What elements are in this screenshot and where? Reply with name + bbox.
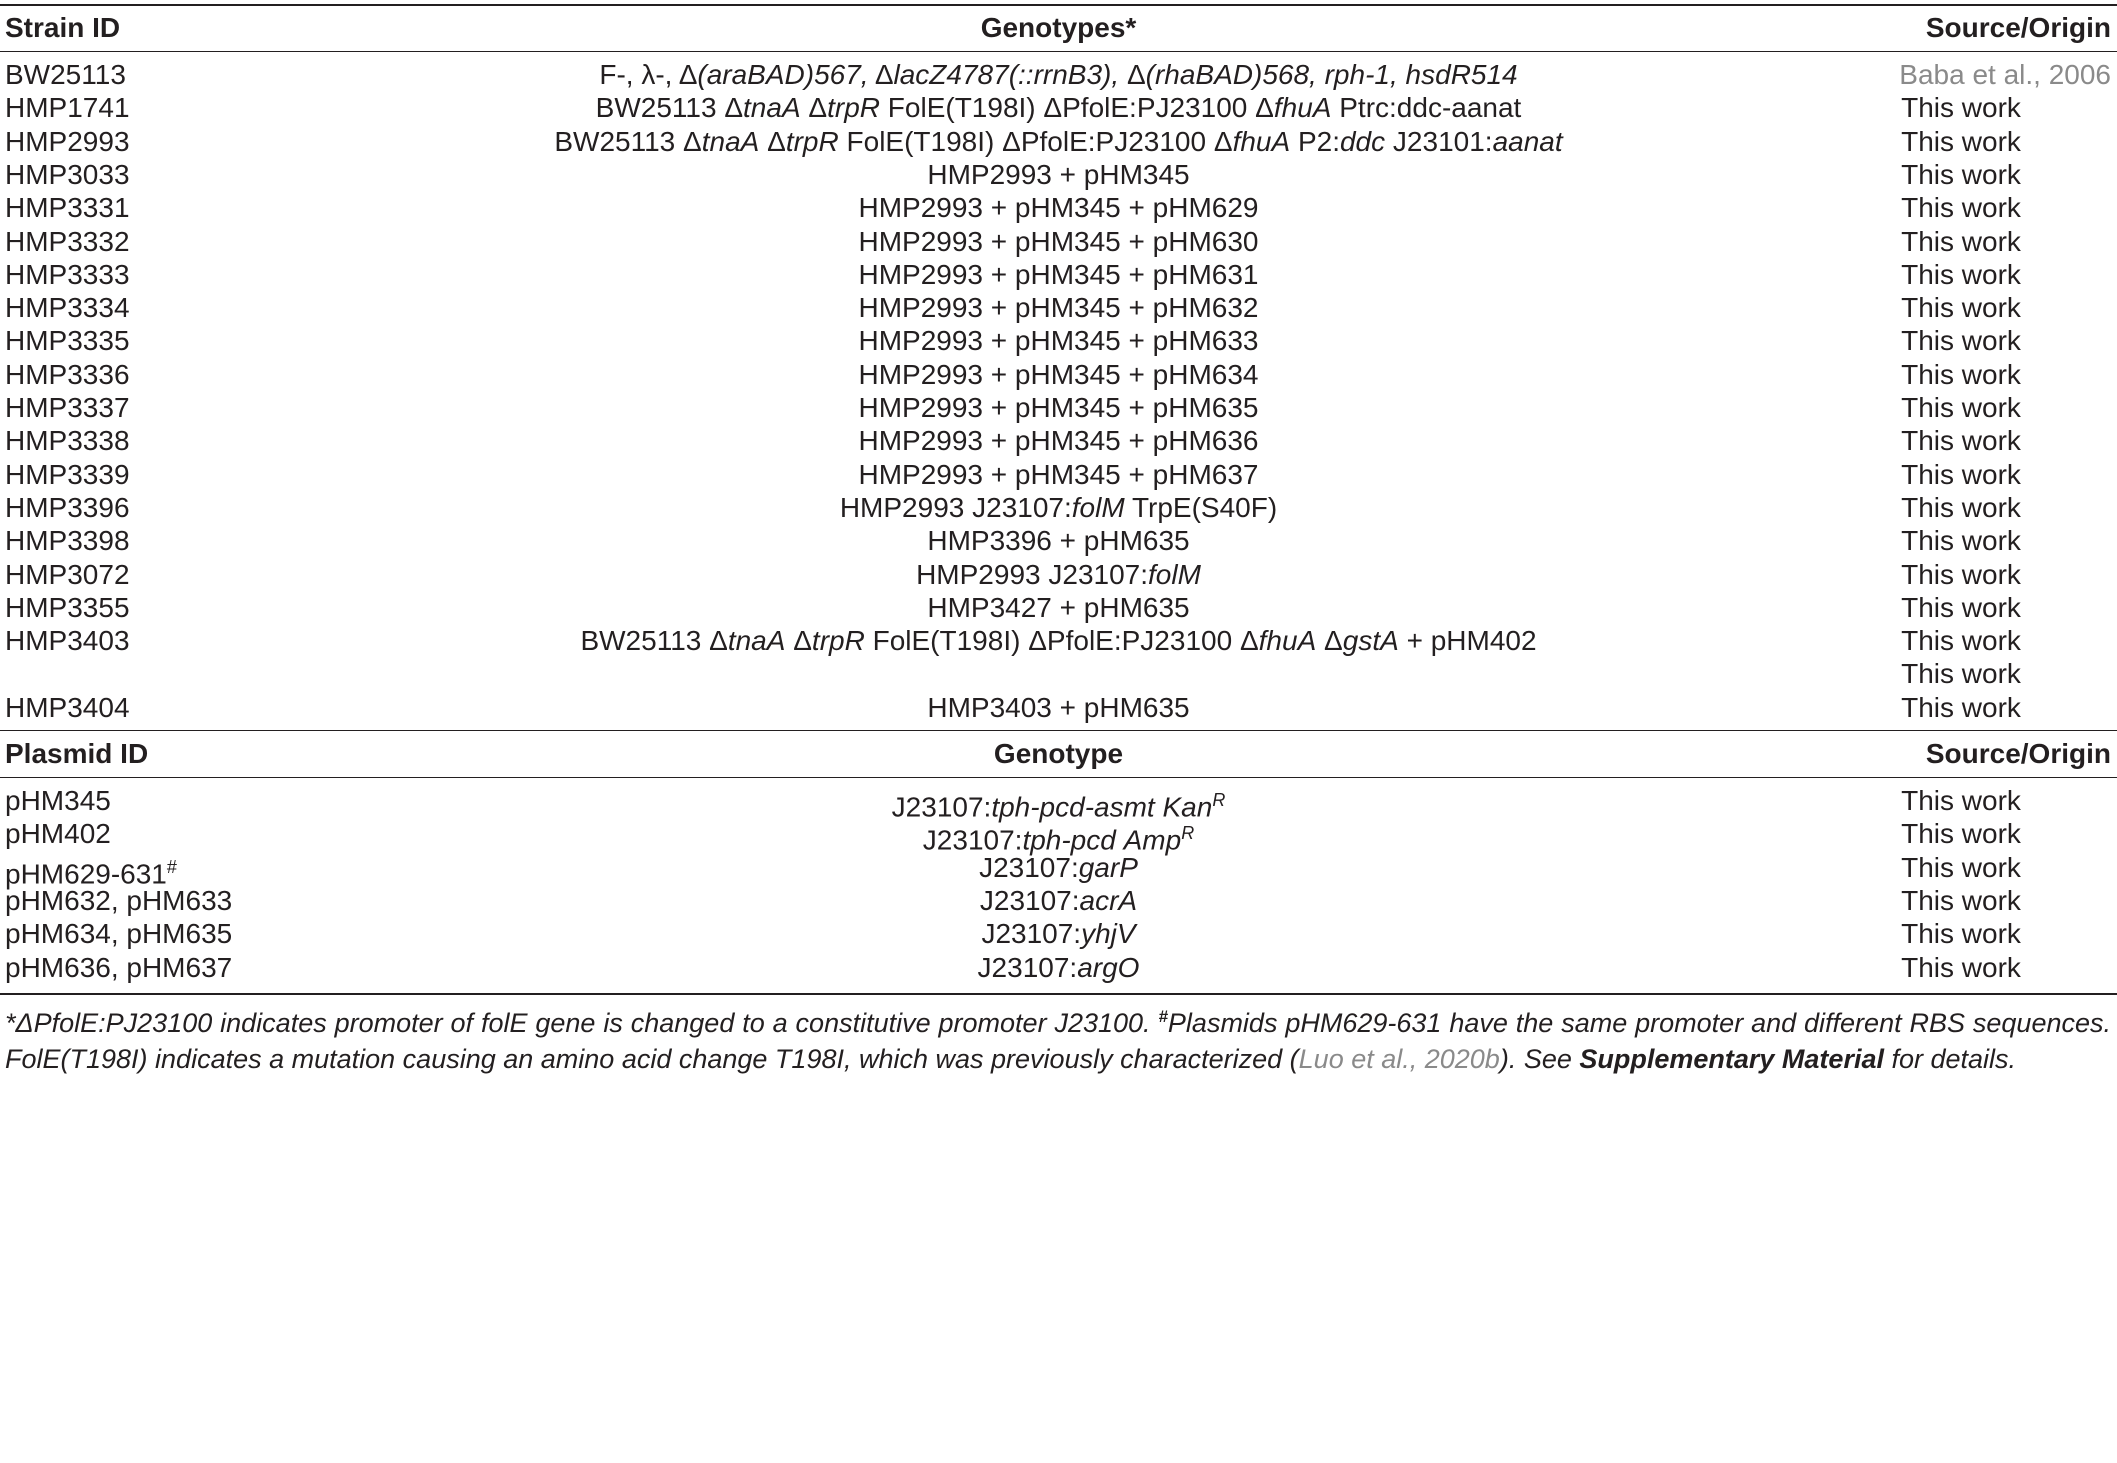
- strain-id: HMP3403: [5, 625, 130, 657]
- strain-id: HMP3332: [5, 225, 130, 257]
- strain-source: This work: [1901, 625, 2021, 657]
- plasmid-source: This work: [1901, 884, 2021, 916]
- strain-genotype: HMP2993 J23107:folM TrpE(S40F): [839, 491, 1278, 523]
- strain-source: This work: [1901, 425, 2021, 457]
- strain-id: HMP3398: [5, 525, 130, 557]
- table-footnote: [5, 999, 2111, 1077]
- plasmid-genotype: J23107:acrA: [979, 884, 1138, 916]
- plasmid-source: This work: [1901, 818, 2021, 850]
- table-row: [0, 685, 2117, 730]
- strain-genotype: HMP2993 + pHM345 + pHM631: [858, 258, 1259, 290]
- plasmid-id: pHM636, pHM637: [5, 951, 233, 983]
- strain-genotype: HMP2993 + pHM345 + pHM635: [858, 392, 1259, 423]
- plasmid-source: This work: [1901, 851, 2021, 883]
- strain-source: This work: [1901, 691, 2021, 723]
- strain-genotype: HMP2993 + pHM345 + pHM630: [858, 225, 1259, 257]
- plasmid-genotype: J23107:argO: [977, 951, 1140, 983]
- strain-table-header: [0, 5, 2117, 50]
- strain-source: This work: [1901, 591, 2021, 623]
- strain-genotype: HMP3427 + pHM635: [927, 591, 1190, 623]
- strain-id: HMP3355: [5, 591, 130, 623]
- plasmid-genotype: J23107:yhjV: [981, 918, 1136, 950]
- table-row: [0, 945, 2117, 990]
- strain-source: This work: [1901, 225, 2021, 257]
- strain-source: This work: [1901, 491, 2021, 523]
- citation-link[interactable]: Luo et al., 2020b: [1298, 1044, 1500, 1074]
- strain-genotype: HMP2993 + pHM345 + pHM637: [858, 458, 1259, 490]
- plasmid-id: pHM402: [5, 818, 111, 850]
- plasmid-source: This work: [1901, 785, 2021, 816]
- footnote-text-2: ). See: [1499, 1044, 1580, 1074]
- strain-source: Baba et al., 2006: [1899, 59, 2111, 90]
- plasmid-genotype: J23107:tph-pcd Amp$^R$: [922, 823, 1195, 856]
- strain-source: This work: [1901, 325, 2021, 357]
- strain-id: HMP2993: [5, 125, 130, 157]
- strain-source: This work: [1901, 358, 2021, 390]
- plasmid-genotype: J23107:garP: [979, 851, 1138, 883]
- strain-genotype: BW25113 ΔtnaA ΔtrpR FolE(T198I) ΔPfolE:PJ23100 ΔfhuA Ptrc:ddc-aanat: [595, 92, 1522, 124]
- strain-id: HMP3337: [5, 392, 130, 423]
- strain-genotype: HMP2993 + pHM345 + pHM636: [858, 425, 1259, 457]
- strain-id: HMP3334: [5, 292, 130, 324]
- strain-genotype: HMP2993 J23107:folM: [916, 558, 1201, 590]
- strain-source: This work: [1901, 658, 2021, 690]
- strain-source: This work: [1901, 458, 2021, 490]
- plasmid-id: pHM632, pHM633: [5, 884, 233, 916]
- footnote-text-3: for details.: [1883, 1044, 2017, 1074]
- supplementary-link[interactable]: Supplementary Material: [1579, 1044, 1884, 1074]
- strain-source: This work: [1901, 392, 2021, 423]
- strain-genotype: BW25113 ΔtnaA ΔtrpR FolE(T198I) ΔPfolE:PJ23100 ΔfhuA P2:ddc J23101:aanat: [554, 125, 1563, 157]
- strain-id: HMP3396: [5, 491, 130, 523]
- plasmid-source: This work: [1901, 951, 2021, 983]
- strain-source: This work: [1901, 525, 2021, 557]
- header-plasmid-id: Plasmid ID: [5, 738, 149, 769]
- strain-source: This work: [1901, 292, 2021, 324]
- strain-source: This work: [1901, 92, 2021, 124]
- strain-id: HMP3338: [5, 425, 130, 457]
- strain-source: This work: [1901, 558, 2021, 590]
- header-strain-id: Strain ID: [5, 12, 121, 43]
- header-genotype: Genotype: [993, 738, 1124, 769]
- plasmid-genotype: J23107:tph-pcd-asmt Kan$^R$: [891, 790, 1226, 823]
- strain-source: This work: [1901, 258, 2021, 290]
- header-source: Source/Origin: [1925, 12, 2111, 43]
- strain-genotype: HMP2993 + pHM345 + pHM632: [858, 292, 1259, 324]
- strain-id: HMP3336: [5, 358, 130, 390]
- strain-genotype: HMP2993 + pHM345 + pHM634: [858, 358, 1259, 390]
- plasmid-table-header: [0, 731, 2117, 776]
- strain-genotype: BW25113 ΔtnaA ΔtrpR FolE(T198I) ΔPfolE:PJ23100 ΔfhuA ΔgstA + pHM402: [580, 625, 1537, 657]
- strain-id: HMP3333: [5, 258, 130, 290]
- header-source-plasmid: Source/Origin: [1925, 738, 2111, 769]
- strain-genotype: HMP3403 + pHM635: [927, 691, 1190, 723]
- strain-id: HMP3072: [5, 558, 130, 590]
- strain-genotype: HMP3396 + pHM635: [927, 525, 1190, 557]
- strain-id: HMP3339: [5, 458, 130, 490]
- footnote-text-1: *ΔPfolE:PJ23100 indicates promoter of folE gene is changed to a constitutive promoter J23100. #Plasmids pHM629-631 have the same promoter and different RBS sequences. FolE(T198I) indicates a mutation causing an amino acid change T198I, which was previously characterized (: [5, 1007, 2111, 1074]
- strain-source: This work: [1901, 125, 2021, 157]
- strain-source: This work: [1901, 192, 2021, 224]
- plasmid-id: pHM345: [5, 785, 111, 816]
- strain-id: HMP3331: [5, 192, 130, 224]
- strain-genotype: HMP2993 + pHM345: [927, 158, 1190, 190]
- strain-source: This work: [1901, 158, 2021, 190]
- strain-id: HMP3033: [5, 158, 130, 190]
- strain-id: HMP3335: [5, 325, 130, 357]
- strain-genotype: HMP2993 + pHM345 + pHM633: [858, 325, 1259, 357]
- strain-genotype: F-, λ-, Δ(araBAD)567, ΔlacZ4787(::rrnB3), Δ(rhaBAD)568, rph-1, hsdR514: [599, 59, 1518, 90]
- table-bottom-rule: [0, 993, 2117, 995]
- strain-id: HMP1741: [5, 92, 130, 124]
- strain-id: HMP3404: [5, 691, 130, 723]
- strain-genotype: HMP2993 + pHM345 + pHM629: [858, 192, 1259, 224]
- plasmid-id: pHM634, pHM635: [5, 918, 233, 950]
- plasmid-source: This work: [1901, 918, 2021, 950]
- plasmid-id: pHM629-631#: [5, 856, 177, 889]
- header-genotypes: Genotypes*: [980, 12, 1137, 43]
- strain-id: BW25113: [5, 59, 126, 90]
